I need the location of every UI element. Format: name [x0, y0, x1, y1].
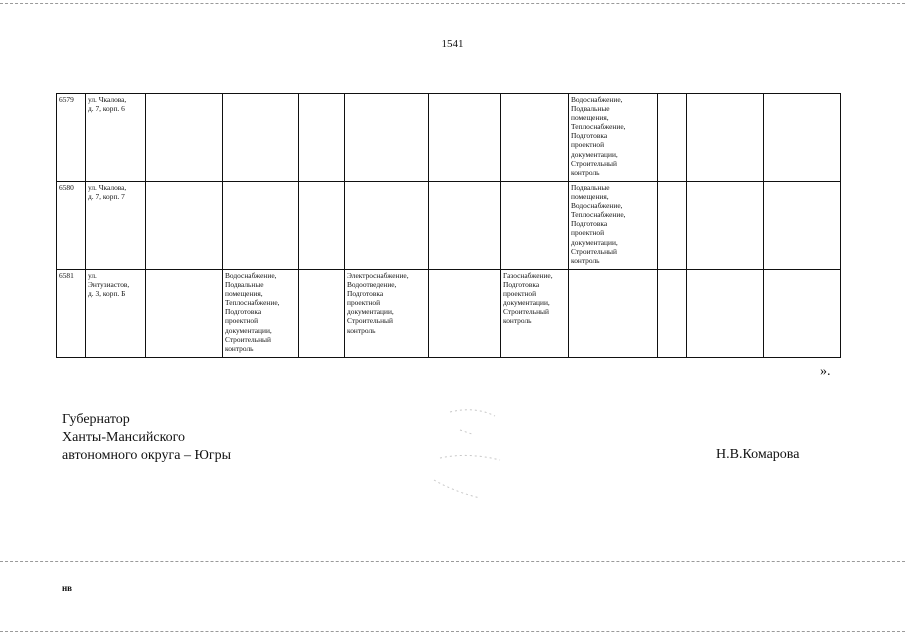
address-cell: ул. Чкалова, д. 7, корп. 7: [86, 182, 146, 270]
table-cell: [764, 182, 841, 270]
address-cell: ул. Чкалова, д. 7, корп. 6: [86, 94, 146, 182]
table-cell: [687, 182, 764, 270]
table-cell: [764, 94, 841, 182]
table-cell: [429, 94, 501, 182]
table-cell: [146, 94, 223, 182]
signatory-title: [62, 411, 231, 465]
table-row: [57, 182, 841, 270]
works-cell: Электроснабжение, Водоотведение, Подготовка проектной документации, Строительный контроль: [345, 270, 429, 358]
table-cell: [345, 182, 429, 270]
signatory-title-line: автономного округа – Югры: [62, 448, 231, 463]
table-cell: [658, 182, 687, 270]
table-cell: [146, 270, 223, 358]
row-number: 6579: [57, 94, 86, 182]
table-cell: [223, 94, 299, 182]
table-cell: [658, 270, 687, 358]
table-row: [57, 270, 841, 358]
page-number: 1541: [441, 38, 464, 50]
table-cell: [299, 182, 345, 270]
signatory-name: Н.В.Комарова: [716, 447, 800, 462]
table-row: [57, 94, 841, 182]
table-cell: [429, 182, 501, 270]
scan-edge-bottom: [0, 631, 905, 632]
scan-edge-top: [0, 3, 905, 4]
table-cell: [687, 270, 764, 358]
table-cell: [429, 270, 501, 358]
scan-edge-middle: [0, 561, 905, 562]
works-cell: Газоснабжение, Подготовка проектной документации, Строительный контроль: [501, 270, 569, 358]
signatory-title-line: Ханты-Мансийского: [62, 430, 186, 445]
faint-seal-image: [420, 400, 510, 510]
table-cell: [501, 182, 569, 270]
closing-quote: ».: [820, 364, 831, 379]
table-cell: [146, 182, 223, 270]
register-table: [56, 93, 841, 358]
row-number: 6580: [57, 182, 86, 270]
table-cell: [569, 270, 658, 358]
works-cell: Подвальные помещения, Водоснабжение, Теплоснабжение, Подготовка проектной документации, Строительный контроль: [569, 182, 658, 270]
address-cell: ул. Энтузиастов, д. 3, корп. Б: [86, 270, 146, 358]
works-cell: Водоснабжение, Подвальные помещения, Теплоснабжение, Подготовка проектной документации, Строительный контроль: [223, 270, 299, 358]
row-number: 6581: [57, 270, 86, 358]
table-cell: [501, 94, 569, 182]
table-cell: [299, 270, 345, 358]
table-cell: [299, 94, 345, 182]
table-cell: [223, 182, 299, 270]
works-cell: Водоснабжение, Подвальные помещения, Теплоснабжение, Подготовка проектной документации, Строительный контроль: [569, 94, 658, 182]
table-cell: [658, 94, 687, 182]
signatory-title-line: Губернатор: [62, 412, 130, 427]
table-cell: [345, 94, 429, 182]
footer-code: нв: [62, 583, 73, 593]
table-cell: [687, 94, 764, 182]
table-cell: [764, 270, 841, 358]
